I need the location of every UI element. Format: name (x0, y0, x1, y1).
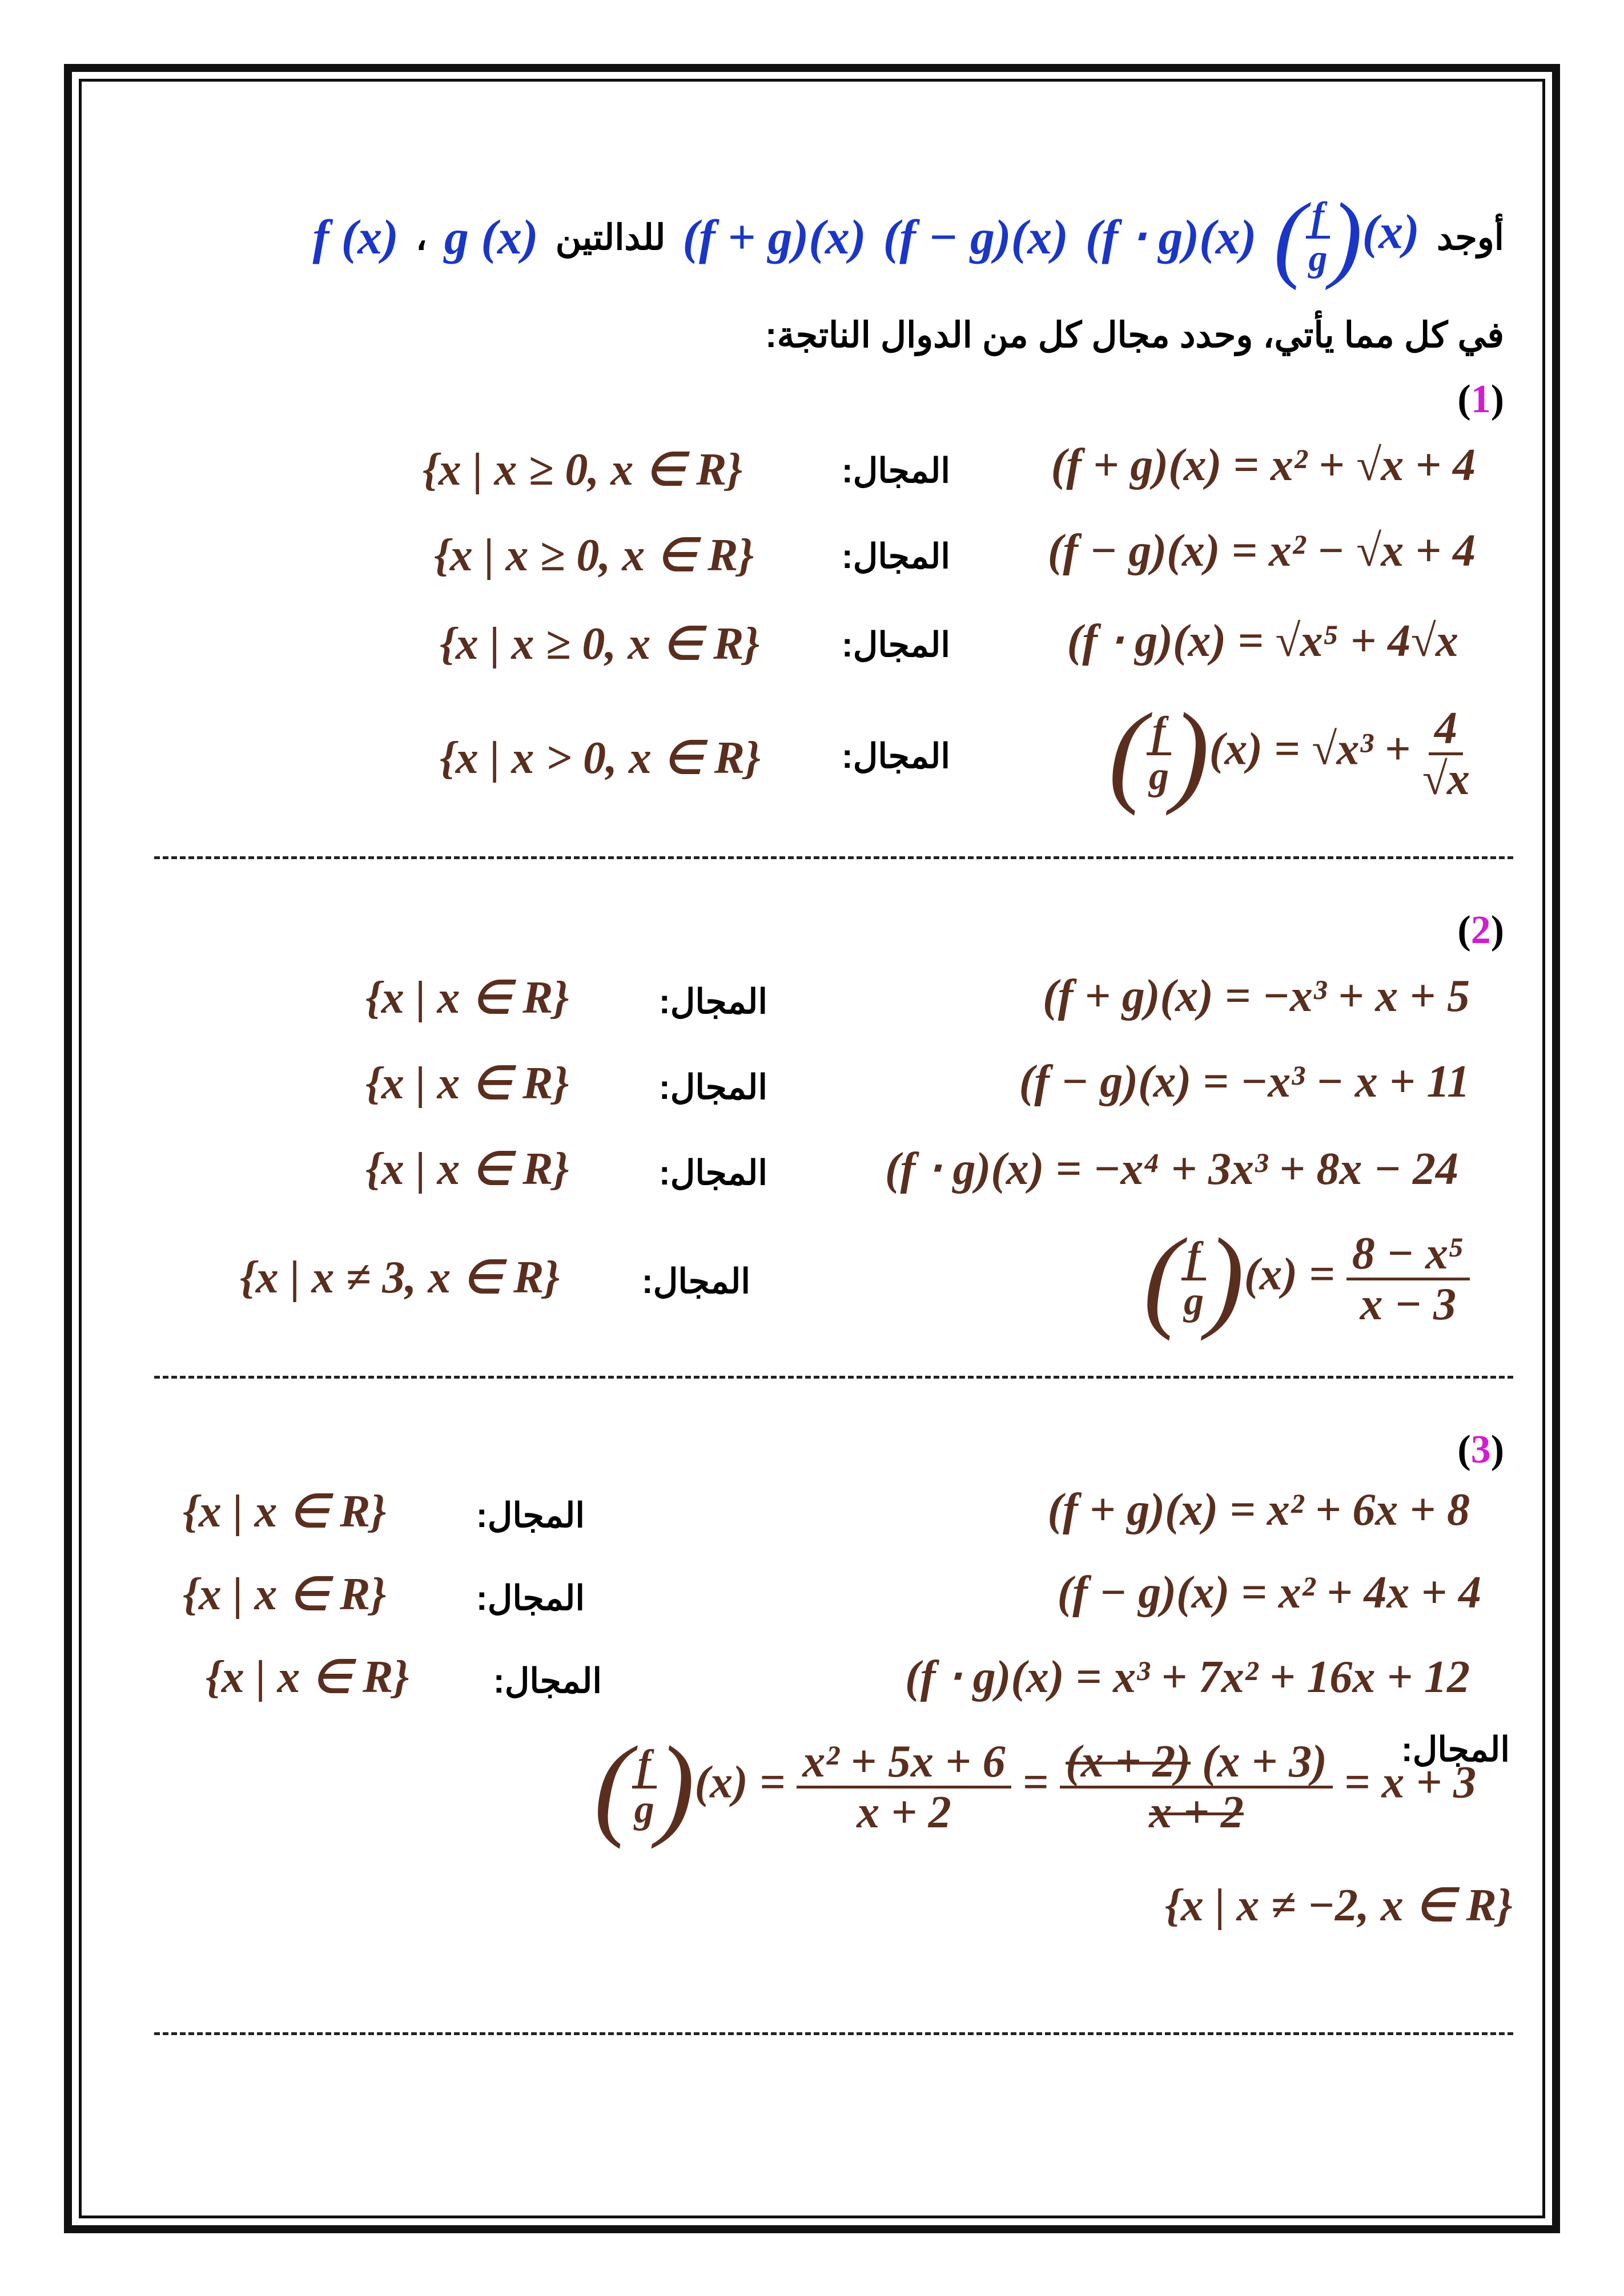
s1-domain-label-1: المجال: (841, 452, 950, 490)
section-separator-2 (154, 1376, 1513, 1379)
s1-row-3 (1067, 614, 1458, 667)
s3-domain-label-2: المجال: (476, 1579, 585, 1617)
s2-domain-3: {x | x ∈ R} (365, 1144, 569, 1194)
s1-row-4 (1108, 690, 1470, 816)
s3-expr-3: (f ⋅ g)(x) = x³ + 7x² + 16x + 12 (905, 1652, 1470, 1702)
instruction: في كل مما يأتي، وحدد مجال كل من الدوال الناتجة: (765, 316, 1504, 355)
s1-row-1 (1051, 440, 1476, 492)
section-separator-1 (154, 856, 1513, 859)
s1-domain-label-3: المجال: (841, 626, 950, 664)
s1-domain-3: {x | x ≥ 0, x ∈ R} (440, 619, 760, 669)
s3-domain-1: {x | x ∈ R} (183, 1487, 387, 1537)
section-2-number: (2) (1457, 908, 1504, 952)
op-sum: (f + g)(x) (682, 210, 866, 264)
s2-row-3 (885, 1142, 1458, 1195)
s1-domain-2: {x | x ≥ 0, x ∈ R} (434, 530, 754, 581)
s2-row-1 (1043, 970, 1470, 1022)
s1-domain-label-2: المجال: (841, 537, 950, 575)
s3-row-3 (905, 1650, 1470, 1703)
s1-expr-3: (f ⋅ g)(x) = √x⁵ + 4√x (1067, 616, 1458, 666)
s3-domain-2: {x | x ∈ R} (183, 1569, 387, 1620)
title-row (312, 183, 1504, 291)
s2-quotient: ( $\frac{f}{g}$ )(x) = $\frac{\text{8 − x⁵}}{x - 3}$ (1143, 1222, 1470, 1336)
section-3-number: (3) (1457, 1428, 1504, 1472)
functions-word: للدالتين (555, 217, 666, 257)
op-difference: (f − g)(x) (883, 210, 1068, 264)
s3-expr-2: (f − g)(x) = x² + 4x + 4 (1057, 1568, 1481, 1618)
s1-expr-2: (f − g)(x) = x² − √x + 4 (1047, 526, 1476, 576)
op-product: (f ⋅ g)(x) (1085, 210, 1257, 264)
s3-expr-1: (f + g)(x) = x² + 6x + 8 (1047, 1485, 1470, 1535)
s3-row-1 (1047, 1484, 1470, 1536)
s3-domain-label-4: المجال: (1401, 1730, 1510, 1769)
s2-expr-2: (f − g)(x) = −x³ − x + 11 (1019, 1057, 1470, 1107)
g-of-x: g (x) (444, 210, 538, 264)
s2-expr-3: (f ⋅ g)(x) = −x⁴ + 3x³ + 8x − 24 (885, 1144, 1458, 1194)
s2-domain-label-1: المجال: (658, 982, 767, 1021)
s2-domain-4: {x | x ≠ 3, x ∈ R} (240, 1252, 560, 1303)
arabic-comma: ، (415, 217, 427, 257)
op-quotient: ( $\frac{f}{g}$ )(x) (1273, 183, 1420, 291)
s2-row-4 (1143, 1215, 1470, 1342)
find-word: أوجد (1436, 217, 1504, 257)
s2-row-2 (1019, 1056, 1470, 1108)
s2-domain-label-3: المجال: (658, 1154, 767, 1192)
section-separator-3 (154, 2032, 1513, 2035)
s3-row-2 (1058, 1567, 1481, 1619)
s1-row-2 (1048, 525, 1476, 577)
s1-domain-4: {x | x > 0, x ∈ R} (440, 733, 761, 783)
s2-domain-label-4: المجال: (641, 1262, 750, 1300)
s2-expr-1: (f + g)(x) = −x³ + x + 5 (1042, 971, 1470, 1021)
s2-domain-label-2: المجال: (658, 1068, 767, 1106)
s3-domain-label-3: المجال: (493, 1662, 602, 1700)
section-1-number: (1) (1457, 377, 1504, 421)
s1-domain-1: {x | x ≥ 0, x ∈ R} (423, 445, 743, 495)
s3-domain-label-1: المجال: (476, 1496, 585, 1534)
s3-quotient-row (594, 1723, 1477, 1850)
s2-domain-1: {x | x ∈ R} (365, 973, 569, 1023)
s1-domain-label-4: المجال: (841, 737, 950, 775)
s1-expr-1: (f + g)(x) = x² + √x + 4 (1051, 440, 1476, 490)
s2-domain-2: {x | x ∈ R} (365, 1058, 569, 1109)
s3-quotient: ( $\frac{f}{g}$ )(x) = $\frac{\text{x² + 5x + 6}}{x + 2}$ = $\frac{(x + 2) (x + 3)}{x + 2}$ = x + 3 (594, 1723, 1477, 1850)
s3-domain-3: {x | x ∈ R} (206, 1652, 409, 1702)
f-of-x: f (x) (312, 210, 399, 264)
s1-quotient: ( $\frac{f}{g}$ )(x) = √x³ + $\frac{4}{√x}$ (1108, 690, 1470, 816)
s3-domain-4: {x | x ≠ −2, x ∈ R} (1165, 1880, 1513, 1931)
